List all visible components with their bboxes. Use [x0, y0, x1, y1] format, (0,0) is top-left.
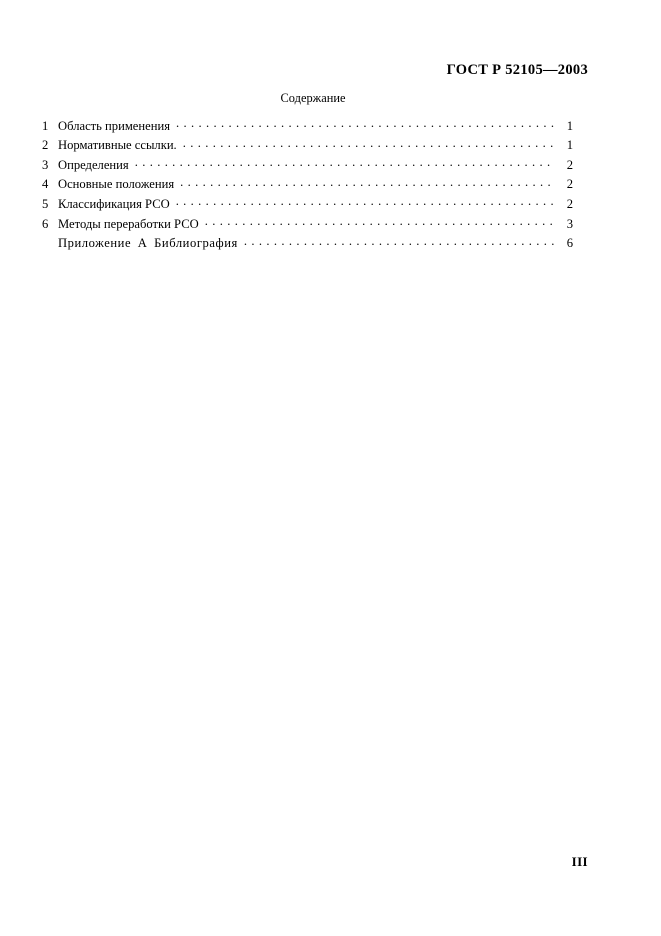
- toc-entry-page: 1: [566, 118, 573, 133]
- toc-dot-leader: [176, 195, 554, 208]
- page-title: Содержание: [280, 91, 346, 105]
- toc-entry-label: Нормативные ссылки.: [58, 138, 177, 153]
- toc-entry-number: 3: [42, 157, 49, 172]
- toc-entry-appendix[interactable]: [42, 235, 573, 255]
- toc-dot-leader: [176, 117, 554, 130]
- toc-entry-page: 2: [566, 157, 573, 172]
- toc-entry-page: 2: [566, 177, 573, 192]
- toc-entry[interactable]: [42, 156, 573, 176]
- toc-entry-page: 6: [566, 236, 573, 251]
- toc-entry-page: 1: [566, 138, 573, 153]
- table-of-contents: [42, 117, 573, 254]
- toc-entry-label: Область применения: [58, 118, 170, 133]
- toc-entry-number: 6: [42, 216, 49, 231]
- toc-entry-number: 5: [42, 196, 49, 211]
- toc-entry[interactable]: [42, 195, 573, 215]
- toc-dot-leader: [183, 137, 554, 150]
- toc-dot-leader: [205, 215, 554, 228]
- toc-dot-leader: [244, 235, 554, 248]
- toc-entry-page: 2: [566, 196, 573, 211]
- toc-entry-label: Определения: [58, 157, 129, 172]
- page-number-folio: III: [571, 854, 588, 869]
- toc-dot-leader: [135, 156, 554, 169]
- toc-entry-number: 2: [42, 138, 49, 153]
- toc-entry[interactable]: [42, 137, 573, 157]
- toc-entry-label: Приложение А Библиография: [58, 236, 238, 251]
- toc-entry-label: Основные положения: [58, 177, 175, 192]
- toc-entry-number: 4: [42, 177, 49, 192]
- toc-entry[interactable]: [42, 176, 573, 196]
- toc-entry[interactable]: [42, 215, 573, 235]
- toc-dot-leader: [180, 176, 554, 189]
- toc-entry-label: Классификация РСО: [58, 196, 170, 211]
- document-standard-number: ГОСТ Р 52105—2003: [446, 62, 588, 78]
- toc-entry-label: Методы переработки РСО: [58, 216, 199, 231]
- toc-entry-number: 1: [42, 118, 49, 133]
- toc-entry[interactable]: [42, 117, 573, 137]
- toc-entry-page: 3: [566, 216, 573, 231]
